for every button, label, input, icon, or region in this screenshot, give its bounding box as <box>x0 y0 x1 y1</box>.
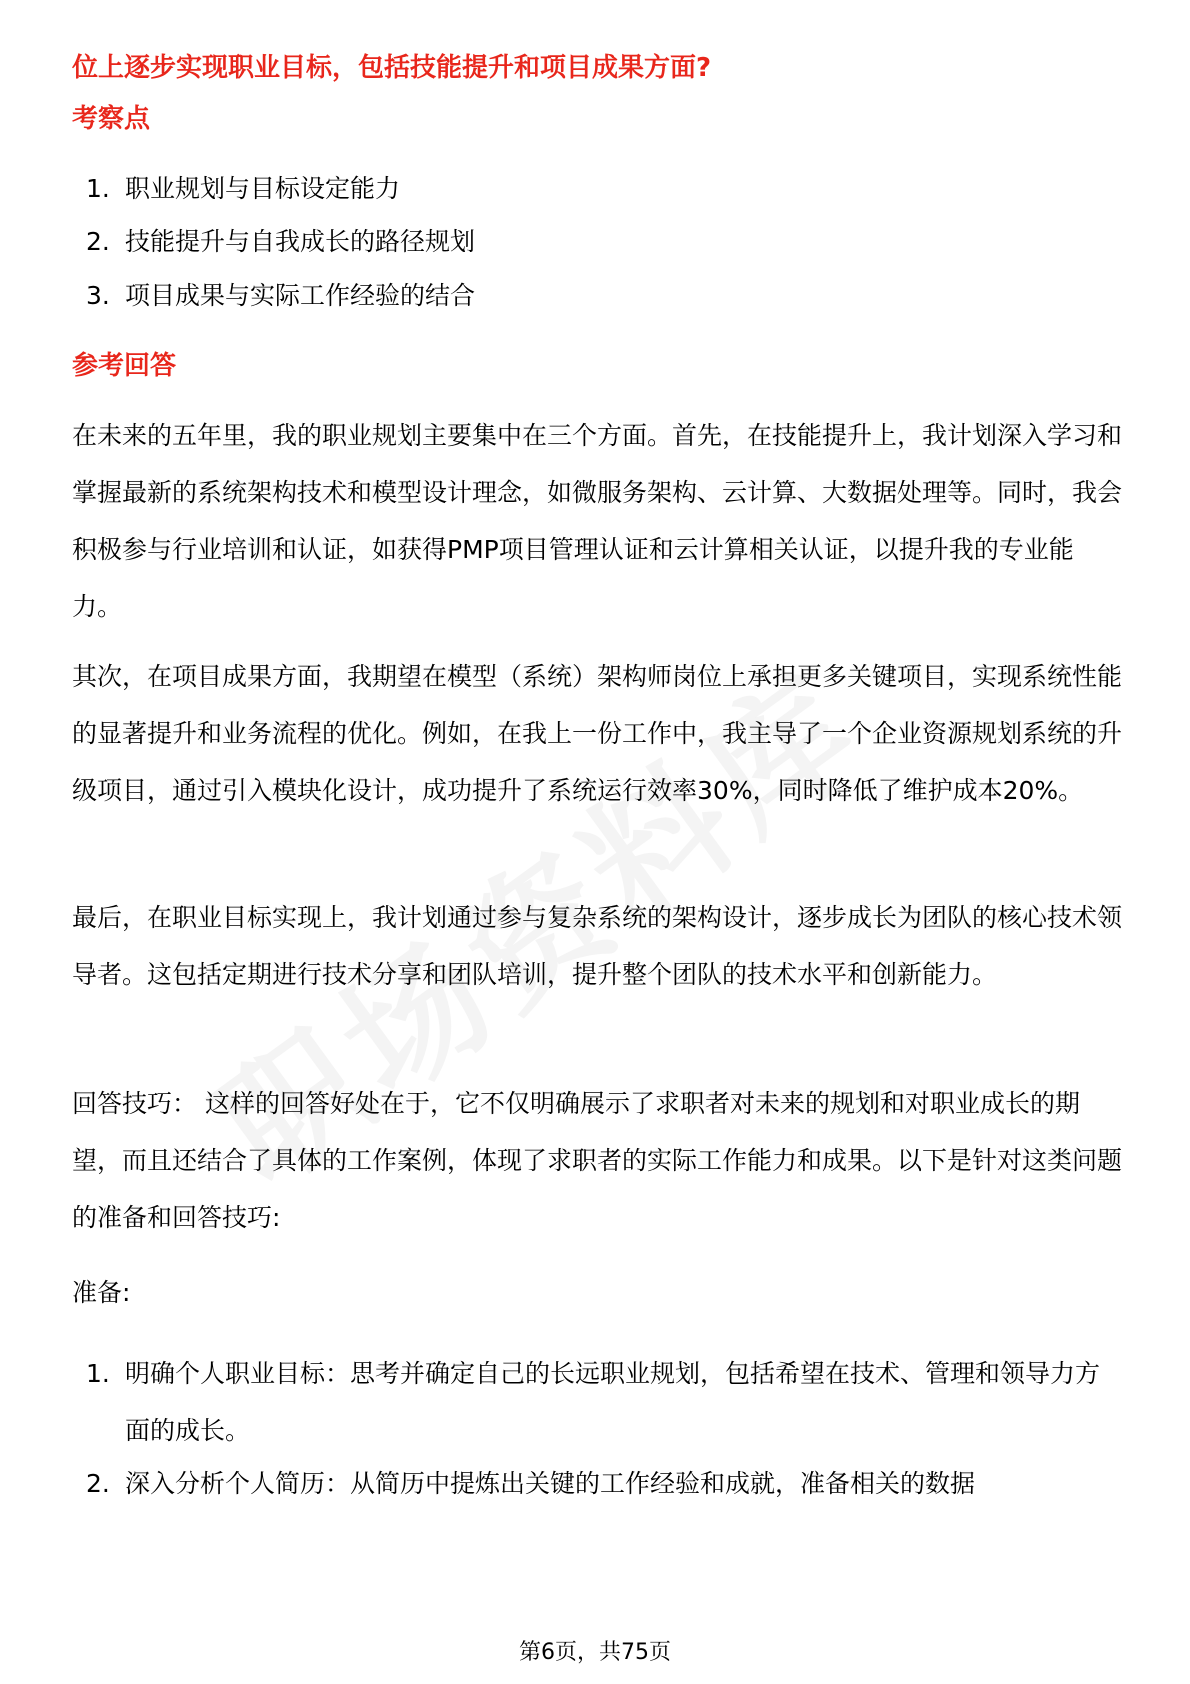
exam-point-item <box>72 213 1122 270</box>
answer-paragraph: 在未来的五年里，我的职业规划主要集中在三个方面。首先，在技能提升上，我计划深入学习和掌握最新的系统架构技术和模型设计理念，如微服务架构、云计算、大数据处理等。同时，我会积极参与行业培训和认证，如获得PMP项目管理认证和云计算相关认证，以提升我的专业能力。 <box>72 421 1123 621</box>
list-number: 1. <box>86 174 110 203</box>
prep-item <box>72 1455 1122 1512</box>
list-text: 技能提升与自我成长的路径规划 <box>125 227 476 256</box>
list-text: 职业规划与目标设定能力 <box>125 174 401 203</box>
exam-points-heading: 考察点 <box>72 104 151 134</box>
exam-point-item <box>72 160 1122 217</box>
list-number: 3. <box>86 281 110 310</box>
prep-label: 准备: <box>72 1278 131 1307</box>
list-number: 1. <box>86 1359 110 1388</box>
answer-paragraph: 其次，在项目成果方面，我期望在模型（系统）架构师岗位上承担更多关键项目，实现系统性能的显著提升和业务流程的优化。例如，在我上一份工作中，我主导了一个企业资源规划系统的升级项目，通过引入模块化设计，成功提升了系统运行效率30%，同时降低了维护成本20%。 <box>72 662 1123 805</box>
prep-item <box>72 1345 1122 1459</box>
list-number: 2. <box>86 1469 110 1498</box>
list-text: 项目成果与实际工作经验的结合 <box>125 281 476 310</box>
reference-answer-heading: 参考回答 <box>72 351 177 381</box>
question-title: 位上逐步实现职业目标，包括技能提升和项目成果方面? <box>72 53 712 83</box>
answer-paragraph: 最后，在职业目标实现上，我计划通过参与复杂系统的架构设计，逐步成长为团队的核心技术领导者。这包括定期进行技术分享和团队培训，提升整个团队的技术水平和创新能力。 <box>72 903 1123 989</box>
list-number: 2. <box>86 227 110 256</box>
list-text: 深入分析个人简历：从简历中提炼出关键的工作经验和成就，准备相关的数据 <box>125 1469 976 1498</box>
page-number: 第6页，共75页 <box>519 1640 671 1665</box>
tips-paragraph: 回答技巧： 这样的回答好处在于，它不仅明确展示了求职者对未来的规划和对职业成长的期望，而且还结合了具体的工作案例，体现了求职者的实际工作能力和成果。以下是针对这类问题的准备和回答技巧: <box>72 1089 1123 1232</box>
exam-point-item <box>72 267 1122 324</box>
list-text: 明确个人职业目标：思考并确定自己的长远职业规划，包括希望在技术、管理和领导力方面的成长。 <box>125 1359 1101 1445</box>
